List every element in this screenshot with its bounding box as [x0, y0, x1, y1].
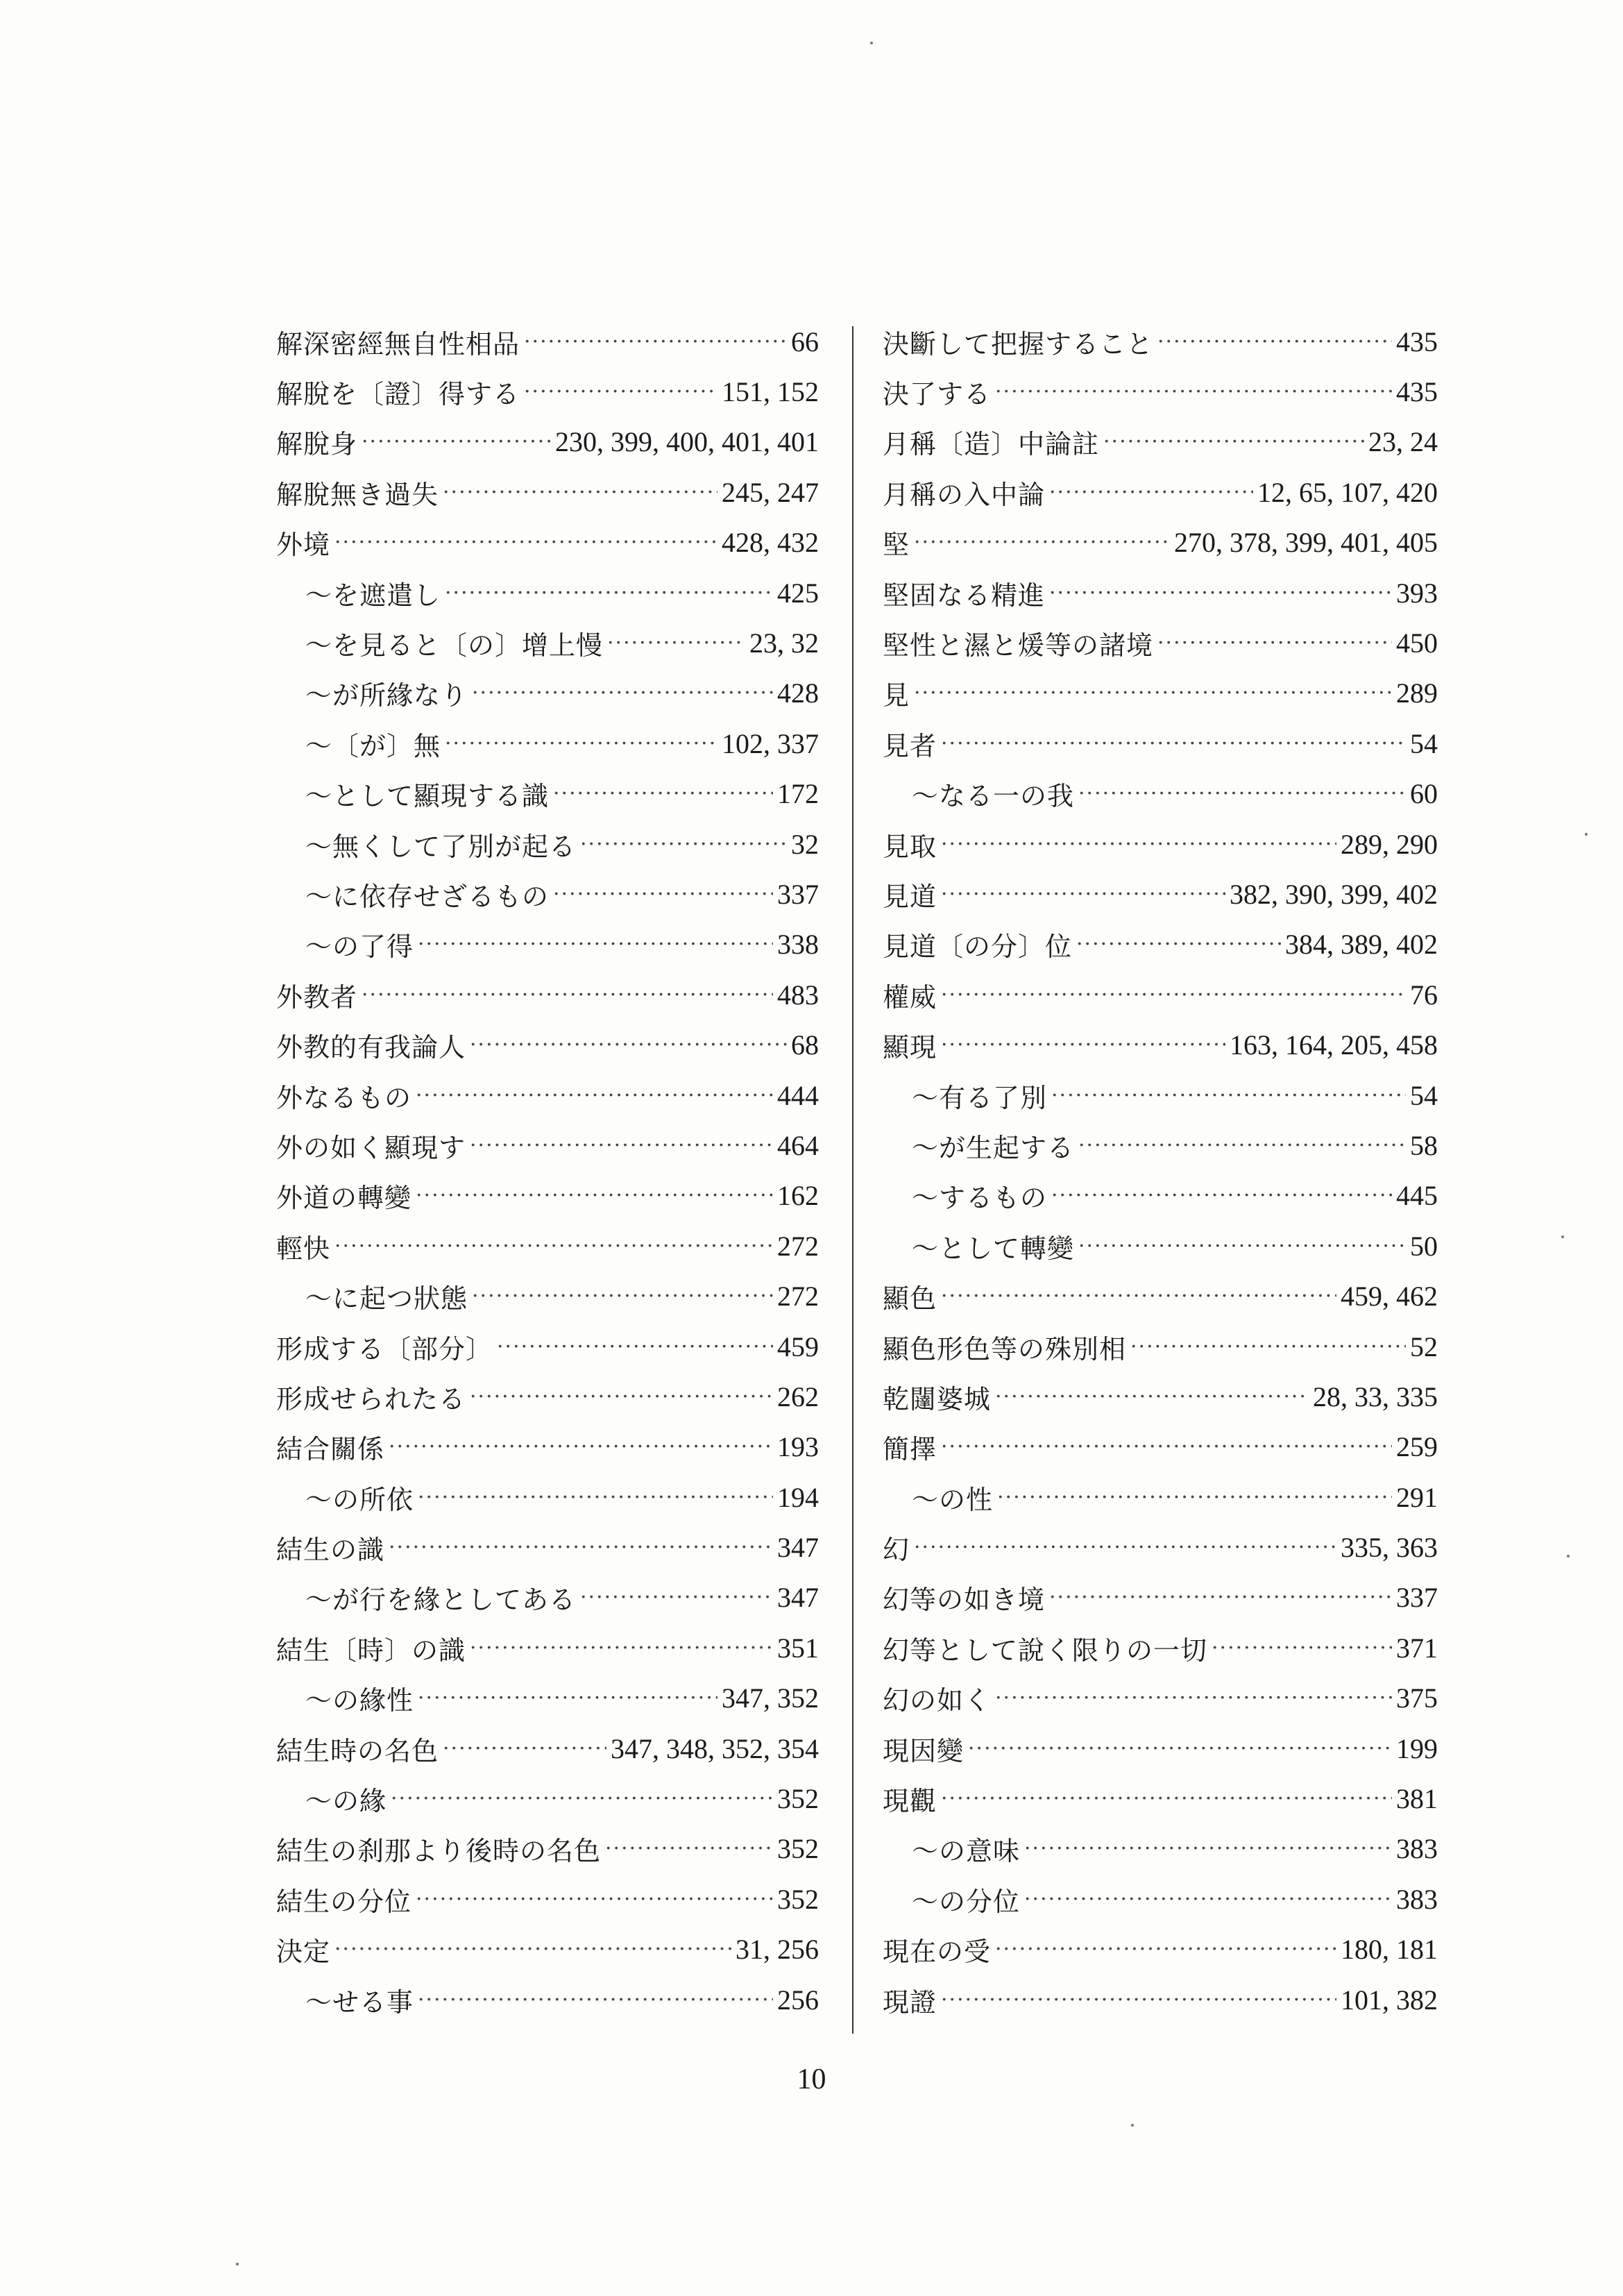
index-entry [276, 366, 819, 416]
index-term: 決斷して把握すること [883, 328, 1154, 360]
page-references: 256 [777, 1984, 819, 2016]
page-references: 54 [1410, 1079, 1438, 1111]
page-references: 371 [1396, 1632, 1438, 1664]
page-references: 444 [777, 1079, 819, 1111]
index-term: ～せる事 [305, 1986, 414, 2018]
index-entry [276, 1925, 819, 1975]
scan-speck [1561, 1235, 1564, 1238]
page-references: 428, 432 [722, 527, 819, 559]
index-entry [276, 417, 819, 467]
page-references: 435 [1396, 376, 1438, 408]
page-number: 10 [797, 2063, 826, 2095]
index-entry [276, 970, 819, 1020]
index-subentry [276, 819, 819, 869]
dot-leader [470, 1033, 787, 1057]
index-subentry [276, 869, 819, 919]
index-term: 決定 [276, 1936, 331, 1968]
index-term: 解脫を〔證〕得する [276, 379, 520, 410]
page-references: 262 [777, 1381, 819, 1412]
dot-leader [1157, 631, 1392, 655]
index-term: ～〔が〕無 [305, 730, 441, 761]
index-entry [883, 1271, 1438, 1321]
index-subentry [276, 1472, 819, 1522]
dot-leader [1078, 1234, 1406, 1258]
dot-leader [1024, 1887, 1392, 1911]
dot-leader [995, 1385, 1309, 1409]
page-references: 58 [1410, 1129, 1438, 1161]
index-entry [883, 1925, 1438, 1975]
page-references: 12, 65, 107, 420 [1257, 476, 1438, 508]
index-term: 結生の分位 [276, 1886, 412, 1917]
index-entry [883, 970, 1438, 1020]
index-entry [276, 1171, 819, 1221]
index-subentry [883, 1874, 1438, 1924]
index-term: 幻等として說く限りの一切 [883, 1635, 1208, 1666]
index-entry [883, 1020, 1438, 1070]
scan-speck [1585, 833, 1588, 836]
dot-leader [941, 882, 1225, 906]
page-references: 384, 389, 402 [1285, 929, 1438, 961]
index-term: 解深密經無自性相品 [276, 328, 520, 360]
dot-leader [941, 732, 1406, 756]
dot-leader [941, 1284, 1336, 1308]
dot-leader [389, 1535, 773, 1560]
index-entry [276, 1422, 819, 1472]
dot-leader [334, 1234, 773, 1258]
page-references: 23, 32 [749, 627, 819, 659]
scan-speck [1131, 2124, 1134, 2127]
index-term: ～無くして了別が起る [305, 831, 577, 862]
index-subentry [276, 1271, 819, 1321]
page-references: 193 [777, 1431, 819, 1463]
page-references: 31, 256 [736, 1934, 819, 1966]
dot-leader [1078, 782, 1406, 806]
index-term: 輕快 [276, 1233, 331, 1264]
index-term: 簡擇 [883, 1434, 937, 1465]
page-references: 351 [777, 1632, 819, 1664]
dot-leader [553, 882, 773, 906]
dot-leader [914, 1535, 1336, 1560]
index-entry [276, 1020, 819, 1070]
index-subentry [276, 1573, 819, 1623]
index-subentry [276, 718, 819, 768]
index-term: ～の分位 [912, 1886, 1021, 1917]
page-references: 66 [791, 326, 819, 357]
dot-leader [1049, 1585, 1392, 1610]
dot-leader [418, 1485, 773, 1510]
right-column [883, 316, 1438, 2025]
page-references: 289, 290 [1341, 828, 1438, 860]
page-references: 382, 390, 399, 402 [1230, 878, 1438, 910]
index-term: 月稱の入中論 [883, 479, 1046, 510]
page-references: 383 [1396, 1833, 1438, 1865]
dot-leader [607, 631, 745, 655]
page-references: 445 [1396, 1180, 1438, 1212]
page-references: 289 [1396, 677, 1438, 709]
dot-leader [941, 1435, 1392, 1459]
index-subentry [276, 618, 819, 668]
scan-speck [1567, 1555, 1570, 1558]
index-term: ～の性 [912, 1484, 994, 1515]
index-entry [276, 1824, 819, 1874]
page-references: 60 [1410, 778, 1438, 810]
page-references: 151, 152 [722, 376, 819, 408]
page-references: 375 [1396, 1682, 1438, 1714]
dot-leader [914, 681, 1392, 705]
page-references: 102, 337 [722, 727, 819, 759]
index-entry [883, 568, 1438, 618]
index-term: ～の意味 [912, 1836, 1021, 1867]
dot-leader [418, 932, 773, 956]
dot-leader [362, 983, 773, 1007]
scan-speck [236, 2263, 239, 2265]
page-references: 230, 399, 400, 401, 401 [555, 426, 819, 458]
dot-leader [416, 1887, 773, 1911]
page-references: 428 [777, 677, 819, 709]
page-references: 245, 247 [722, 476, 819, 508]
page-references: 337 [1396, 1582, 1438, 1614]
index-term: ～に起つ狀態 [305, 1283, 468, 1315]
index-term: 現因變 [883, 1735, 965, 1766]
dot-leader [334, 1937, 731, 1961]
index-entry [276, 1120, 819, 1170]
index-entry [276, 1070, 819, 1120]
dot-leader [941, 1787, 1392, 1811]
dot-leader [445, 732, 717, 756]
index-entry [883, 618, 1438, 668]
dot-leader [443, 1737, 606, 1761]
dot-leader [497, 1335, 773, 1359]
index-term: 解脫無き過失 [276, 479, 439, 510]
index-term: 顯現 [883, 1032, 937, 1063]
index-term: 顯色 [883, 1283, 937, 1315]
dot-leader [995, 380, 1392, 404]
index-entry [883, 1522, 1438, 1572]
index-term: ～が生起する [912, 1132, 1075, 1163]
index-term: ～の了得 [305, 931, 414, 963]
index-entry [883, 718, 1438, 768]
index-entry [883, 869, 1438, 919]
page-references: 352 [777, 1783, 819, 1815]
dot-leader [524, 330, 787, 354]
dot-leader [443, 480, 717, 505]
page-references: 347, 348, 352, 354 [611, 1732, 819, 1764]
index-entry [883, 467, 1438, 517]
dot-leader [524, 380, 717, 404]
scan-speck [870, 42, 873, 44]
column-divider [852, 326, 853, 2034]
index-entry [883, 819, 1438, 869]
index-term: 解脫身 [276, 429, 358, 460]
page-references: 272 [777, 1281, 819, 1312]
page-references: 50 [1410, 1230, 1438, 1262]
index-term: 結生の識 [276, 1535, 385, 1566]
page-references: 163, 164, 205, 458 [1230, 1029, 1438, 1061]
index-term: 現在の受 [883, 1936, 992, 1968]
index-subentry [883, 769, 1438, 819]
dot-leader [580, 832, 787, 856]
page-references: 23, 24 [1368, 426, 1438, 458]
index-term: ～の所依 [305, 1484, 414, 1515]
index-term: ～が所緣なり [305, 680, 468, 711]
page-references: 393 [1396, 577, 1438, 609]
index-term: 幻 [883, 1535, 910, 1566]
index-entry [276, 1874, 819, 1924]
index-entry [276, 1221, 819, 1271]
dot-leader [418, 1988, 773, 2012]
page-references: 347 [777, 1582, 819, 1614]
dot-leader [1024, 1837, 1392, 1861]
index-entry [883, 1371, 1438, 1421]
dot-leader [1212, 1636, 1392, 1660]
index-entry [883, 316, 1438, 366]
index-entry [883, 1623, 1438, 1673]
page-references: 194 [777, 1481, 819, 1513]
page-references: 335, 363 [1341, 1532, 1438, 1564]
dot-leader [470, 1636, 773, 1660]
page-references: 76 [1410, 979, 1438, 1011]
page-references: 28, 33, 335 [1313, 1381, 1438, 1412]
dot-leader [1130, 1335, 1406, 1359]
index-term: ～有る了別 [912, 1082, 1048, 1113]
page-references: 337 [777, 878, 819, 910]
dot-leader [995, 1937, 1336, 1961]
index-subentry [276, 1673, 819, 1723]
index-subentry [276, 668, 819, 718]
index-term: 見者 [883, 730, 937, 761]
dot-leader [416, 1183, 773, 1208]
page-references: 291 [1396, 1481, 1438, 1513]
index-entry [883, 1322, 1438, 1371]
dot-leader [1103, 430, 1364, 454]
index-term: ～として轉變 [912, 1233, 1075, 1264]
dot-leader [914, 530, 1170, 555]
index-entry [883, 1723, 1438, 1773]
index-term: 幻の如く [883, 1685, 992, 1716]
index-subentry [883, 1472, 1438, 1522]
index-term: 結合關係 [276, 1434, 385, 1465]
index-term: 幻等の如き境 [883, 1585, 1046, 1616]
dot-leader [941, 1033, 1225, 1057]
page-references: 435 [1396, 326, 1438, 357]
page-references: 425 [777, 577, 819, 609]
page-references: 162 [777, 1180, 819, 1212]
dot-leader [362, 430, 551, 454]
index-term: 外なるもの [276, 1082, 412, 1113]
index-term: 結生〔時〕の識 [276, 1635, 466, 1666]
index-entry [883, 417, 1438, 467]
dot-leader [1076, 932, 1281, 956]
index-term: 形成する〔部分〕 [276, 1333, 493, 1365]
index-subentry [883, 1824, 1438, 1874]
index-term: 權威 [883, 981, 937, 1013]
index-subentry [883, 1221, 1438, 1271]
index-subentry [883, 1070, 1438, 1120]
index-entry [883, 366, 1438, 416]
index-entry [883, 1773, 1438, 1823]
index-term: 結生時の名色 [276, 1735, 439, 1766]
index-term: ～として顯現する識 [305, 781, 550, 812]
index-entry [276, 316, 819, 366]
index-subentry [276, 1773, 819, 1823]
dot-leader [553, 782, 773, 806]
page-references: 383 [1396, 1883, 1438, 1915]
index-entry [883, 518, 1438, 568]
dot-leader [472, 681, 773, 705]
index-entry [276, 1522, 819, 1572]
index-term: ～の緣性 [305, 1685, 414, 1716]
page-references: 32 [791, 828, 819, 860]
index-term: 乾闥婆城 [883, 1383, 992, 1415]
page-references: 347, 352 [722, 1682, 819, 1714]
index-entry [276, 518, 819, 568]
dot-leader [1051, 1183, 1392, 1208]
page-references: 68 [791, 1029, 819, 1061]
dot-leader [997, 1485, 1392, 1510]
page-references: 381 [1396, 1783, 1438, 1815]
page-references: 459 [777, 1331, 819, 1362]
index-subentry [276, 920, 819, 970]
page-references: 259 [1396, 1431, 1438, 1463]
index-term: 結生の刹那より後時の名色 [276, 1836, 602, 1867]
index-term: 外境 [276, 530, 331, 561]
dot-leader [941, 983, 1406, 1007]
index-entry [883, 1673, 1438, 1723]
index-term: ～するもの [912, 1183, 1048, 1214]
index-term: 外道の轉變 [276, 1183, 412, 1214]
index-term: ～の緣 [305, 1786, 387, 1817]
index-term: 見取 [883, 831, 937, 862]
index-term: ～なる一の我 [912, 781, 1075, 812]
index-term: 見 [883, 680, 910, 711]
dot-leader [605, 1837, 773, 1861]
dot-leader [941, 1988, 1336, 2012]
index-subentry [276, 568, 819, 618]
index-entry [883, 1975, 1438, 2025]
page-references: 180, 181 [1341, 1934, 1438, 1966]
dot-leader [580, 1585, 773, 1610]
index-term: 堅 [883, 530, 910, 561]
index-subentry [276, 769, 819, 819]
index-entry [276, 1322, 819, 1371]
index-entry [276, 1723, 819, 1773]
index-term: ～を見ると〔の〕增上慢 [305, 630, 604, 661]
index-term: ～が行を緣としてある [305, 1585, 577, 1616]
index-entry [883, 668, 1438, 718]
page-references: 450 [1396, 627, 1438, 659]
dot-leader [334, 530, 717, 555]
page-references: 483 [777, 979, 819, 1011]
dot-leader [1051, 1083, 1406, 1108]
page-references: 199 [1396, 1732, 1438, 1764]
index-term: 見道 [883, 881, 937, 912]
index-term: 堅固なる精進 [883, 580, 1046, 611]
page-references: 272 [777, 1230, 819, 1262]
index-term: 外教者 [276, 981, 358, 1013]
page-references: 352 [777, 1833, 819, 1865]
index-entry [883, 1573, 1438, 1623]
dot-leader [418, 1686, 717, 1710]
page-references: 347 [777, 1532, 819, 1564]
index-term: ～に依存せざるもの [305, 881, 550, 912]
index-subentry [883, 1171, 1438, 1221]
index-term: 見道〔の分〕位 [883, 931, 1073, 963]
dot-leader [1078, 1133, 1406, 1158]
index-term: 外の如く顯現す [276, 1132, 466, 1163]
index-entry [276, 1623, 819, 1673]
page-references: 352 [777, 1883, 819, 1915]
page-references: 270, 378, 399, 401, 405 [1174, 527, 1438, 559]
index-term: ～を遮遣し [305, 580, 441, 611]
dot-leader [389, 1435, 773, 1459]
dot-leader [472, 1284, 773, 1308]
page-references: 338 [777, 929, 819, 961]
dot-leader [1157, 330, 1392, 354]
dot-leader [391, 1787, 773, 1811]
dot-leader [416, 1083, 773, 1108]
dot-leader [1049, 480, 1253, 505]
index-entry [883, 920, 1438, 970]
dot-leader [941, 832, 1336, 856]
index-entry [883, 1422, 1438, 1472]
index-subentry [883, 1120, 1438, 1170]
page-references: 101, 382 [1341, 1984, 1438, 2016]
dot-leader [445, 581, 773, 605]
dot-leader [1049, 581, 1392, 605]
page-references: 52 [1410, 1331, 1438, 1362]
dot-leader [470, 1385, 773, 1409]
index-term: 月稱〔造〕中論註 [883, 429, 1100, 460]
dot-leader [995, 1686, 1392, 1710]
index-term: 形成せられたる [276, 1383, 466, 1415]
page-references: 459, 462 [1341, 1281, 1438, 1312]
index-term: 現證 [883, 1986, 937, 2018]
dot-leader [968, 1737, 1392, 1761]
index-term: 顯色形色等の殊別相 [883, 1333, 1127, 1365]
index-entry [276, 467, 819, 517]
index-entry [276, 1371, 819, 1421]
page-references: 54 [1410, 727, 1438, 759]
page-references: 172 [777, 778, 819, 810]
index-term: 堅性と濕と煖等の諸境 [883, 630, 1154, 661]
dot-leader [470, 1133, 773, 1158]
index-term: 外教的有我論人 [276, 1032, 466, 1063]
page-references: 464 [777, 1129, 819, 1161]
left-column [276, 316, 819, 2025]
index-subentry [276, 1975, 819, 2025]
index-term: 現觀 [883, 1786, 937, 1817]
index-term: 決了する [883, 379, 992, 410]
